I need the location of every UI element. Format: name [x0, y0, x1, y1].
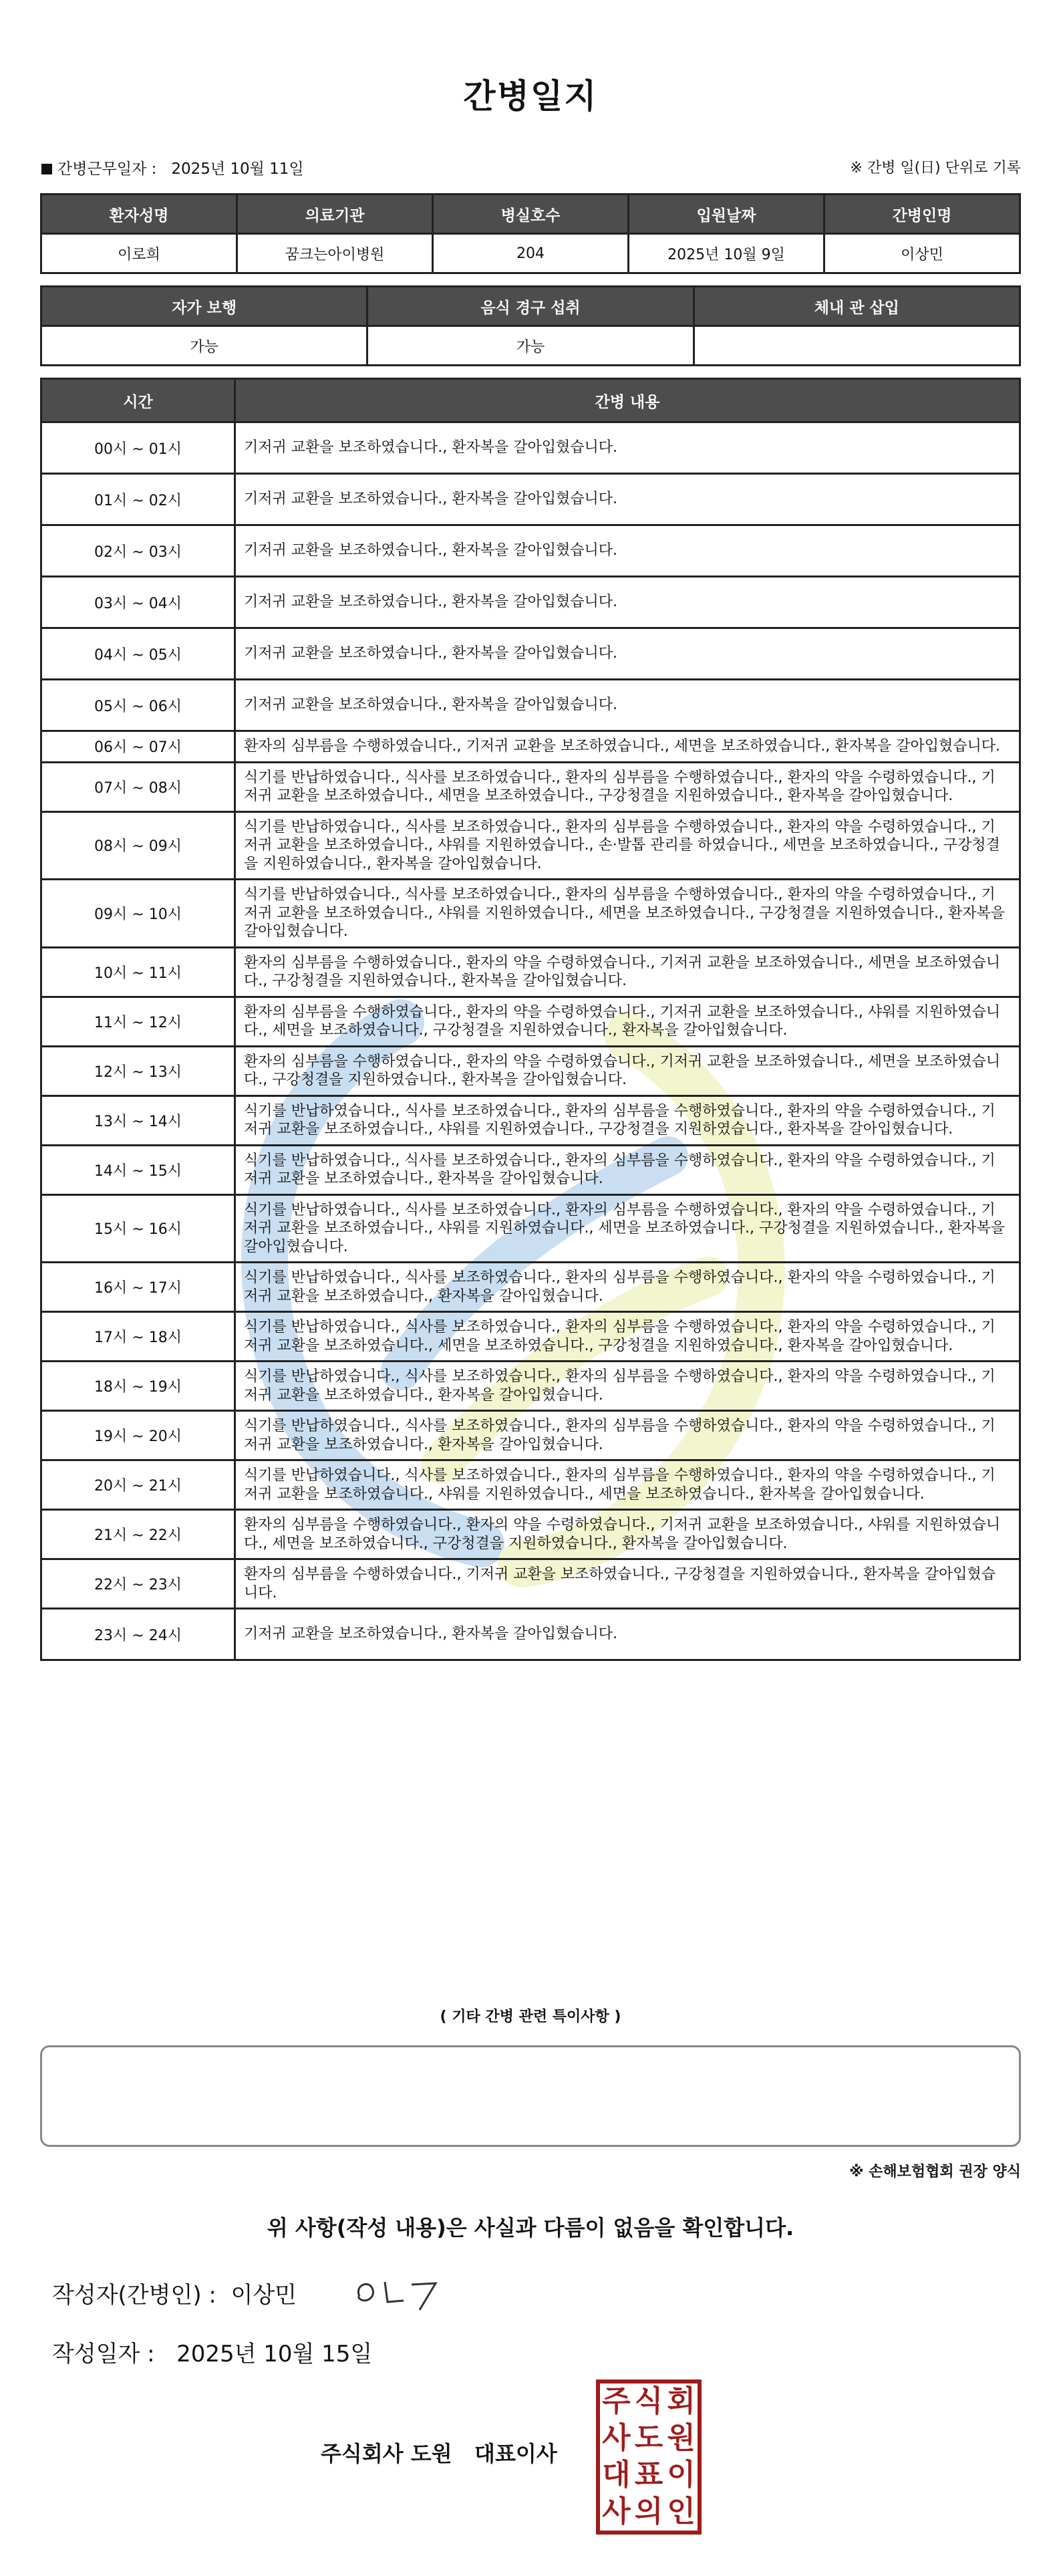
admission-date: 2025년 10월 9일 [629, 234, 824, 273]
bullet-square-icon [41, 164, 52, 174]
care-time: 08시 ~ 09시 [41, 811, 235, 880]
care-row [41, 1096, 1020, 1145]
page-title: 간병일지 [463, 77, 598, 116]
care-row [41, 1263, 1020, 1312]
care-row [41, 762, 1020, 811]
care-time: 18시 ~ 19시 [41, 1362, 235, 1411]
care-content: 식기를 반납하였습니다., 식사를 보조하였습니다., 환자의 심부름을 수행하였습니다., 환자의 약을 수령하였습니다., 기저귀 교환을 보조하였습니다., 환자복을 갈아입혔습니다. [235, 1263, 1020, 1312]
ability-table [40, 285, 1021, 366]
work-date [41, 156, 304, 178]
seal-character: 표 [634, 2458, 663, 2492]
patient-info-table [40, 193, 1021, 274]
header-room: 병실호수 [433, 195, 629, 234]
writer-name: 이상민 [231, 2282, 297, 2309]
care-time: 19시 ~ 20시 [41, 1411, 235, 1460]
seal-character: 식 [634, 2384, 663, 2418]
care-content: 기저귀 교환을 보조하였습니다., 환자복을 갈아입혔습니다. [235, 474, 1020, 525]
care-time: 02시 ~ 03시 [41, 525, 235, 577]
seal-character: 사 [602, 2494, 631, 2529]
care-time: 03시 ~ 04시 [41, 577, 235, 628]
care-time: 15시 ~ 16시 [41, 1194, 235, 1263]
company-seal-stamp [596, 2379, 702, 2535]
seal-character: 회 [667, 2384, 696, 2418]
seal-character: 도 [634, 2421, 663, 2455]
care-time: 22시 ~ 23시 [41, 1559, 235, 1609]
company-representative: 주식회사 도원 대표이사 [321, 2441, 557, 2466]
care-time: 04시 ~ 05시 [41, 628, 235, 680]
seal-character: 인 [667, 2494, 696, 2529]
header-patient-name: 환자성명 [41, 195, 237, 234]
work-date-value: 2025년 10월 11일 [171, 160, 304, 178]
care-content: 환자의 심부름을 수행하였습니다., 기저귀 교환을 보조하였습니다., 세면을 보조하였습니다., 환자복을 갈아입혔습니다. [235, 731, 1020, 763]
care-content: 환자의 심부름을 수행하였습니다., 환자의 약을 수령하였습니다., 기저귀 교환을 보조하였습니다., 세면을 보조하였습니다., 구강청결을 지원하였습니다., 환자복을 갈아입혔습니다. [235, 947, 1020, 997]
seal-character: 대 [602, 2458, 631, 2492]
seal-character: 원 [667, 2421, 696, 2455]
care-row [41, 997, 1020, 1046]
care-content: 식기를 반납하였습니다., 식사를 보조하였습니다., 환자의 심부름을 수행하였습니다., 환자의 약을 수령하였습니다., 기저귀 교환을 보조하였습니다., 세면을 보조하였습니다., 구강청결을 지원하였습니다., 환자복을 갈아입혔습니다. [235, 762, 1020, 811]
care-content: 식기를 반납하였습니다., 식사를 보조하였습니다., 환자의 심부름을 수행하였습니다., 환자의 약을 수령하였습니다., 기저귀 교환을 보조하였습니다., 환자복을 갈아입혔습니다. [235, 1362, 1020, 1411]
header-self-walking: 자가 보행 [41, 287, 367, 326]
written-date-line [52, 2335, 372, 2368]
care-row [41, 577, 1020, 628]
insurance-note: ※ 손해보험협회 권장 양식 [849, 2164, 1021, 2180]
header-time: 시간 [41, 379, 235, 422]
header-care-content: 간병 내용 [235, 379, 1020, 422]
care-row [41, 880, 1020, 948]
care-content: 환자의 심부름을 수행하였습니다., 환자의 약을 수령하였습니다., 기저귀 교환을 보조하였습니다., 샤워를 지원하였습니다., 세면을 보조하였습니다., 구강청결을 지원하였습니다., 환자복을 갈아입혔습니다. [235, 997, 1020, 1046]
hospital-name: 꿈크는아이병원 [237, 234, 433, 273]
care-time: 16시 ~ 17시 [41, 1263, 235, 1312]
care-row [41, 811, 1020, 880]
care-content: 기저귀 교환을 보조하였습니다., 환자복을 갈아입혔습니다. [235, 422, 1020, 474]
care-time: 07시 ~ 08시 [41, 762, 235, 811]
oral-intake-value: 가능 [367, 326, 694, 366]
seal-character: 의 [634, 2494, 663, 2529]
seal-character: 사 [602, 2421, 631, 2455]
writer-label: 작성자(간병인) : [52, 2282, 216, 2309]
care-row [41, 1145, 1020, 1194]
care-time: 21시 ~ 22시 [41, 1510, 235, 1559]
caregiver-name: 이상민 [824, 234, 1020, 273]
written-date-value: 2025년 10월 15일 [176, 2341, 373, 2367]
care-row [41, 1609, 1020, 1660]
header-oral-intake: 음식 경구 섭취 [367, 287, 694, 326]
care-content: 식기를 반납하였습니다., 식사를 보조하였습니다., 환자의 심부름을 수행하였습니다., 환자의 약을 수령하였습니다., 기저귀 교환을 보조하였습니다., 세면을 보조하였습니다., 구강청결을 지원하였습니다., 환자복을 갈아입혔습니다. [235, 1312, 1020, 1362]
writer-line [52, 2277, 297, 2309]
seal-character: 주 [602, 2384, 631, 2418]
header-admission-date: 입원날짜 [629, 195, 824, 234]
tube-insertion-value [694, 326, 1020, 366]
care-time: 13시 ~ 14시 [41, 1096, 235, 1145]
care-time: 14시 ~ 15시 [41, 1145, 235, 1194]
care-time: 01시 ~ 02시 [41, 474, 235, 525]
self-walking-value: 가능 [41, 326, 367, 366]
handwritten-signature [350, 2270, 450, 2317]
care-time: 06시 ~ 07시 [41, 731, 235, 763]
care-content: 기저귀 교환을 보조하였습니다., 환자복을 갈아입혔습니다. [235, 1609, 1020, 1660]
care-row [41, 1411, 1020, 1460]
care-time: 00시 ~ 01시 [41, 422, 235, 474]
care-time: 10시 ~ 11시 [41, 947, 235, 997]
unit-note: ※ 간병 일(日) 단위로 기록 [850, 160, 1021, 176]
care-content: 식기를 반납하였습니다., 식사를 보조하였습니다., 환자의 심부름을 수행하였습니다., 환자의 약을 수령하였습니다., 기저귀 교환을 보조하였습니다., 샤워를 지원하였습니다., 세면을 보조하였습니다., 환자복을 갈아입혔습니다. [235, 1460, 1020, 1510]
care-row [41, 680, 1020, 731]
patient-name: 이로희 [41, 234, 237, 273]
care-content: 기저귀 교환을 보조하였습니다., 환자복을 갈아입혔습니다. [235, 525, 1020, 577]
remarks-box [40, 2045, 1021, 2147]
care-time: 20시 ~ 21시 [41, 1460, 235, 1510]
care-row [41, 422, 1020, 474]
care-time: 23시 ~ 24시 [41, 1609, 235, 1660]
header-caregiver: 간병인명 [824, 195, 1020, 234]
care-row [41, 628, 1020, 680]
care-time: 11시 ~ 12시 [41, 997, 235, 1046]
care-content: 식기를 반납하였습니다., 식사를 보조하였습니다., 환자의 심부름을 수행하였습니다., 환자의 약을 수령하였습니다., 기저귀 교환을 보조하였습니다., 샤워를 지원하였습니다., 손·발톱 관리를 하였습니다., 세면을 보조하였습니다., 구강청결을 지원하였습니다., 환자복을 갈아입혔습니다. [235, 811, 1020, 880]
room-number: 204 [433, 234, 629, 273]
care-row [41, 525, 1020, 577]
care-row [41, 1194, 1020, 1263]
care-row [41, 1559, 1020, 1609]
care-row [41, 1460, 1020, 1510]
care-time: 17시 ~ 18시 [41, 1312, 235, 1362]
work-date-label: 간병근무일자 : [57, 160, 157, 178]
care-content: 식기를 반납하였습니다., 식사를 보조하였습니다., 환자의 심부름을 수행하였습니다., 환자의 약을 수령하였습니다., 기저귀 교환을 보조하였습니다., 샤워를 지원하였습니다., 구강청결을 지원하였습니다., 환자복을 갈아입혔습니다. [235, 1096, 1020, 1145]
care-time: 09시 ~ 10시 [41, 880, 235, 948]
care-row [41, 1362, 1020, 1411]
remarks-title: ( 기타 간병 관련 특이사항 ) [440, 2009, 621, 2025]
care-content: 식기를 반납하였습니다., 식사를 보조하였습니다., 환자의 심부름을 수행하였습니다., 환자의 약을 수령하였습니다., 기저귀 교환을 보조하였습니다., 샤워를 지원하였습니다., 세면을 보조하였습니다., 구강청결을 지원하였습니다., 환자복을 갈아입혔습니다. [235, 1194, 1020, 1263]
care-row [41, 947, 1020, 997]
care-content: 환자의 심부름을 수행하였습니다., 환자의 약을 수령하였습니다., 기저귀 교환을 보조하였습니다., 세면을 보조하였습니다., 구강청결을 지원하였습니다., 환자복을 갈아입혔습니다. [235, 1046, 1020, 1096]
care-row [41, 731, 1020, 763]
care-content: 기저귀 교환을 보조하였습니다., 환자복을 갈아입혔습니다. [235, 680, 1020, 731]
care-row [41, 1046, 1020, 1096]
care-content: 환자의 심부름을 수행하였습니다., 기저귀 교환을 보조하였습니다., 구강청결을 지원하였습니다., 환자복을 갈아입혔습니다. [235, 1559, 1020, 1609]
care-log-table [40, 378, 1021, 1661]
care-time: 05시 ~ 06시 [41, 680, 235, 731]
care-content: 식기를 반납하였습니다., 식사를 보조하였습니다., 환자의 심부름을 수행하였습니다., 환자의 약을 수령하였습니다., 기저귀 교환을 보조하였습니다., 샤워를 지원하였습니다., 세면을 보조하였습니다., 구강청결을 지원하였습니다., 환자복을 갈아입혔습니다. [235, 880, 1020, 948]
care-row [41, 474, 1020, 525]
written-date-label: 작성일자 : [52, 2341, 155, 2367]
seal-character: 이 [667, 2458, 696, 2492]
remarks-content [42, 2047, 1019, 2069]
header-hospital: 의료기관 [237, 195, 433, 234]
care-content: 기저귀 교환을 보조하였습니다., 환자복을 갈아입혔습니다. [235, 577, 1020, 628]
care-row [41, 1510, 1020, 1559]
care-content: 환자의 심부름을 수행하였습니다., 환자의 약을 수령하였습니다., 기저귀 교환을 보조하였습니다., 샤워를 지원하였습니다., 세면을 보조하였습니다., 구강청결을 지원하였습니다., 환자복을 갈아입혔습니다. [235, 1510, 1020, 1559]
care-content: 식기를 반납하였습니다., 식사를 보조하였습니다., 환자의 심부름을 수행하였습니다., 환자의 약을 수령하였습니다., 기저귀 교환을 보조하였습니다., 환자복을 갈아입혔습니다. [235, 1411, 1020, 1460]
header-tube-insertion: 체내 관 삽입 [694, 287, 1020, 326]
confirmation-text: 위 사항(작성 내용)은 사실과 다름이 없음을 확인합니다. [267, 2215, 794, 2240]
care-content: 기저귀 교환을 보조하였습니다., 환자복을 갈아입혔습니다. [235, 628, 1020, 680]
care-row [41, 1312, 1020, 1362]
care-content: 식기를 반납하였습니다., 식사를 보조하였습니다., 환자의 심부름을 수행하였습니다., 환자의 약을 수령하였습니다., 기저귀 교환을 보조하였습니다., 환자복을 갈아입혔습니다. [235, 1145, 1020, 1194]
care-time: 12시 ~ 13시 [41, 1046, 235, 1096]
